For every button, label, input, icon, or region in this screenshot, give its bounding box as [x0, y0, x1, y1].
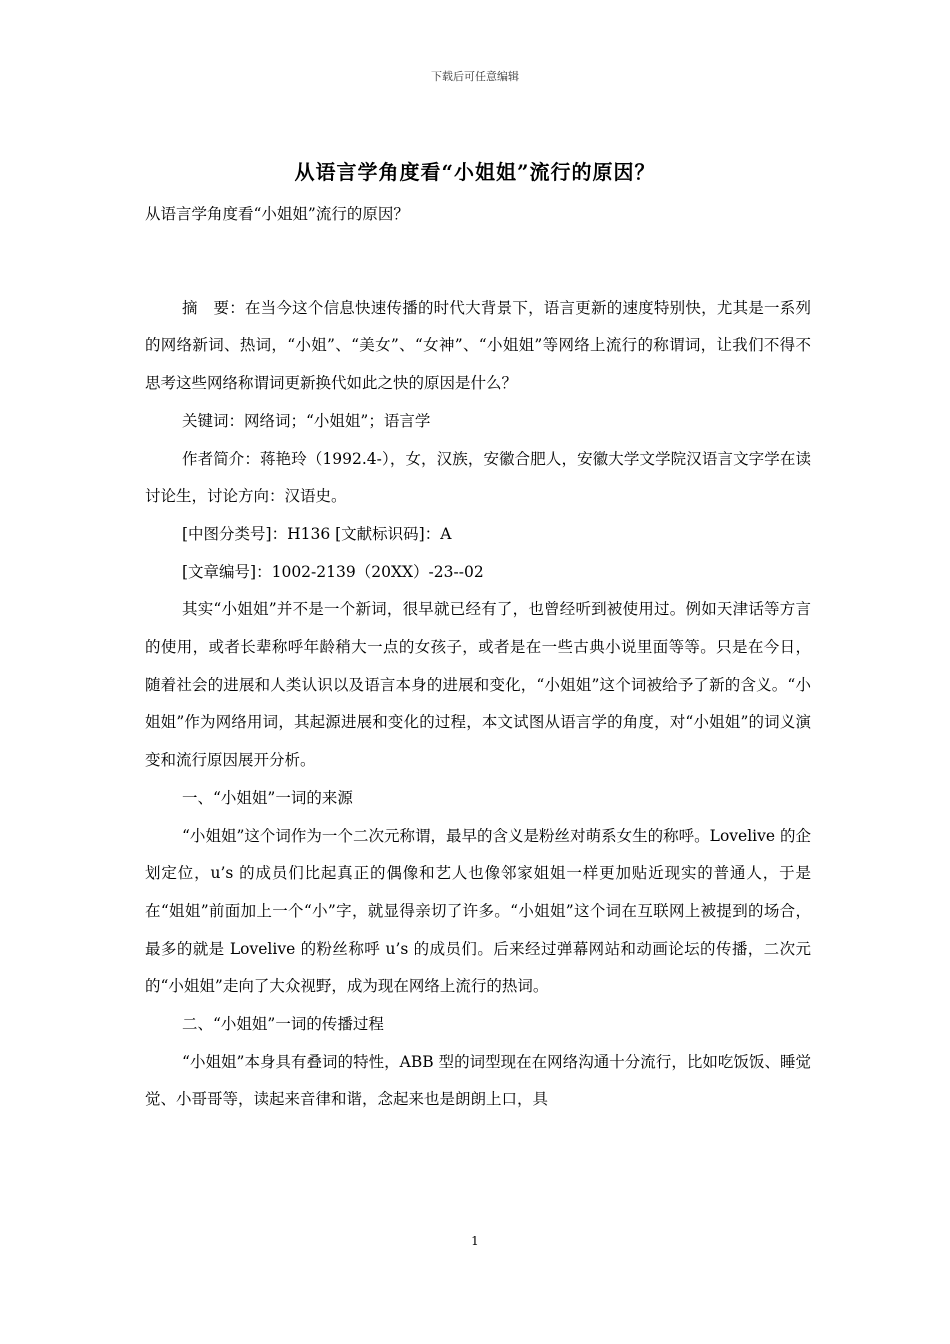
page-header: 下载后可任意编辑: [431, 70, 519, 83]
section-heading-1: 一、“小姐姐”一词的来源: [182, 788, 353, 807]
spacer: [145, 234, 811, 290]
author-bio: 作者简介：蒋艳玲（1992.4-），女，汉族，安徽合肥人，安徽大学文学院汉语言文字学在读讨论生，讨论方向：汉语史。: [145, 449, 811, 506]
article-number-line: [文章编号]：1002-2139（20XX）-23--02: [182, 562, 484, 581]
subtitle: 从语言学角度看“小姐姐”流行的原因？: [145, 205, 409, 223]
abstract-paragraph: 摘 要：在当今这个信息快速传播的时代大背景下，语言更新的速度特别快，尤其是一系列的网络新词、热词，“小姐”、“美女”、“女神”、“小姐姐”等网络上流行的称谓词，让我们不得不思考这些网络称谓词更新换代如此之快的原因是什么？: [145, 298, 811, 393]
document-body: [145, 196, 811, 1119]
section-body-1: “小姐姐”这个词作为一个二次元称谓，最早的含义是粉丝对萌系女生的称呼。Lovelive 的企划定位，u’s 的成员们比起真正的偶像和艺人也像邻家姐姐一样更加贴近现实的普通人，于是在“姐姐”前面加上一个“小”字，就显得亲切了许多。“小姐姐”这个词在互联网上被提到的场合，最多的就是 Lovelive 的粉丝称呼 u’s 的成员们。后来经过弹幕网站和动画论坛的传播，二次元的“小姐姐”走向了大众视野，成为现在网络上流行的热词。: [145, 826, 811, 996]
section-body-2: “小姐姐”本身具有叠词的特性，ABB 型的词型现在在网络沟通十分流行，比如吃饭饭、睡觉觉、小哥哥等，读起来音律和谐，念起来也是朗朗上口，具: [145, 1052, 811, 1109]
section-heading-2: 二、“小姐姐”一词的传播过程: [182, 1015, 384, 1034]
document-title: 从语言学角度看“小姐姐”流行的原因？: [294, 160, 656, 184]
page-number: 1: [471, 1234, 479, 1248]
classification-line: [中图分类号]：H136 [文献标识码]：A: [182, 524, 452, 543]
keywords-line: 关键词：网络词；“小姐姐”；语言学: [182, 411, 431, 430]
intro-paragraph: 其实“小姐姐”并不是一个新词，很早就已经有了，也曾经听到被使用过。例如天津话等方言的使用，或者长辈称呼年龄稍大一点的女孩子，或者是在一些古典小说里面等等。只是在今日，随着社会的进展和人类认识以及语言本身的进展和变化，“小姐姐”这个词被给予了新的含义。“小姐姐”作为网络用词，其起源进展和变化的过程，本文试图从语言学的角度，对“小姐姐”的词义演变和流行原因展开分析。: [145, 600, 811, 770]
